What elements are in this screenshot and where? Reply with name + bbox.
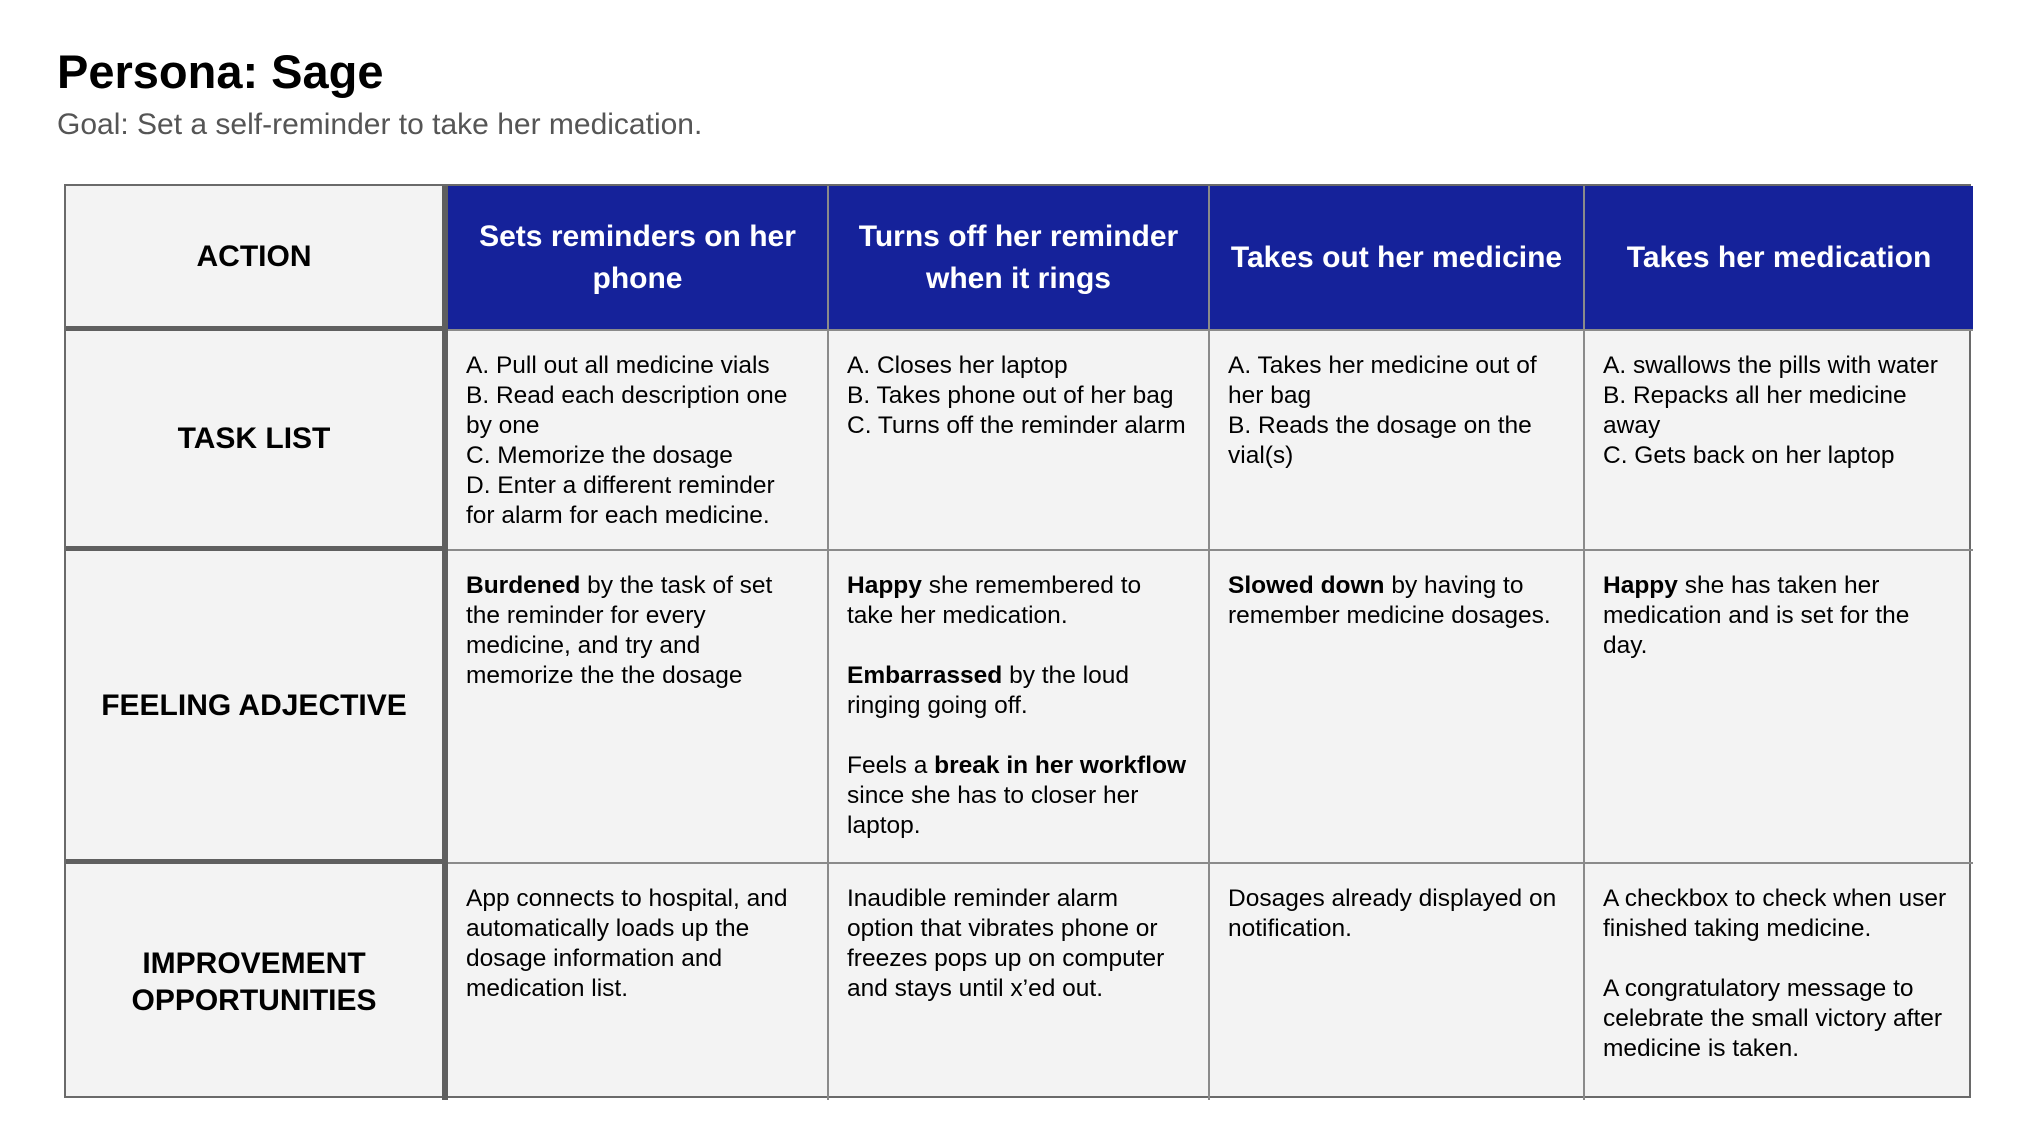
feeling-text: Feels a break in her workflow since she has to closer her laptop.: [847, 752, 1187, 839]
feeling-keyword: break in her workflow: [934, 752, 1187, 779]
feeling-keyword: Burdened: [466, 572, 581, 599]
row-header-action: ACTION: [66, 186, 448, 331]
feeling-keyword: Happy: [1603, 572, 1678, 599]
task-item: D. Enter a different reminder for alarm for each medicine.: [466, 472, 775, 529]
improvement-cell-1: [448, 864, 829, 1100]
improvement-text: Inaudible reminder alarm option that vibrates phone or freezes pops up on computer and stays until x’ed out.: [847, 885, 1165, 1002]
task-list-cell-3: [1210, 331, 1585, 551]
row-header-improvement-opportunities: IMPROVEMENT OPPORTUNITIES: [66, 864, 448, 1100]
task-item: C. Turns off the reminder alarm: [847, 412, 1186, 439]
improvement-cell-3: [1210, 864, 1585, 1100]
feeling-keyword: Embarrassed: [847, 662, 1003, 689]
page-title: Persona: Sage: [57, 45, 384, 98]
task-item: A. Closes her laptop: [847, 352, 1068, 379]
feeling-text: Happy she has taken her medication and is set for the day.: [1603, 572, 1910, 659]
feeling-cell-4: [1585, 551, 1973, 864]
journey-map-table: [64, 184, 1971, 1098]
row-header-task-list: TASK LIST: [66, 331, 448, 551]
task-item: A. swallows the pills with water: [1603, 352, 1938, 379]
task-item: B. Read each description one by one: [466, 382, 788, 439]
column-header-1: Sets reminders on her phone: [448, 186, 829, 331]
task-list-cell-1: [448, 331, 829, 551]
task-item: B. Reads the dosage on the vial(s): [1228, 412, 1532, 469]
improvement-text: A checkbox to check when user finished taking medicine.: [1603, 885, 1947, 942]
improvement-text: Dosages already displayed on notification.: [1228, 885, 1557, 942]
feeling-keyword: Slowed down: [1228, 572, 1385, 599]
column-header-2: Turns off her reminder when it rings: [829, 186, 1210, 331]
feeling-text: Happy she remembered to take her medication.: [847, 572, 1142, 629]
improvement-cell-4: [1585, 864, 1973, 1100]
feeling-text: Burdened by the task of set the reminder for every medicine, and try and memorize the the dosage: [466, 572, 773, 689]
feeling-text: Embarrassed by the loud ringing going off.: [847, 662, 1129, 719]
task-list-cell-4: [1585, 331, 1973, 551]
column-header-4: Takes her medication: [1585, 186, 1973, 331]
feeling-keyword: Happy: [847, 572, 922, 599]
feeling-cell-1: [448, 551, 829, 864]
task-item: B. Repacks all her medicine away: [1603, 382, 1907, 439]
goal-text: Goal: Set a self-reminder to take her medication.: [57, 108, 703, 141]
feeling-cell-2: [829, 551, 1210, 864]
feeling-text: Slowed down by having to remember medicine dosages.: [1228, 572, 1551, 629]
improvement-cell-2: [829, 864, 1210, 1100]
column-header-3: Takes out her medicine: [1210, 186, 1585, 331]
task-item: C. Gets back on her laptop: [1603, 442, 1895, 469]
feeling-cell-3: [1210, 551, 1585, 864]
task-list-cell-2: [829, 331, 1210, 551]
task-item: C. Memorize the dosage: [466, 442, 733, 469]
task-item: A. Pull out all medicine vials: [466, 352, 770, 379]
improvement-text: App connects to hospital, and automatically loads up the dosage information and medication list.: [466, 885, 788, 1002]
improvement-text: A congratulatory message to celebrate the small victory after medicine is taken.: [1603, 975, 1943, 1062]
task-item: B. Takes phone out of her bag: [847, 382, 1174, 409]
task-item: A. Takes her medicine out of her bag: [1228, 352, 1537, 409]
row-header-feeling-adjective: FEELING ADJECTIVE: [66, 551, 448, 864]
